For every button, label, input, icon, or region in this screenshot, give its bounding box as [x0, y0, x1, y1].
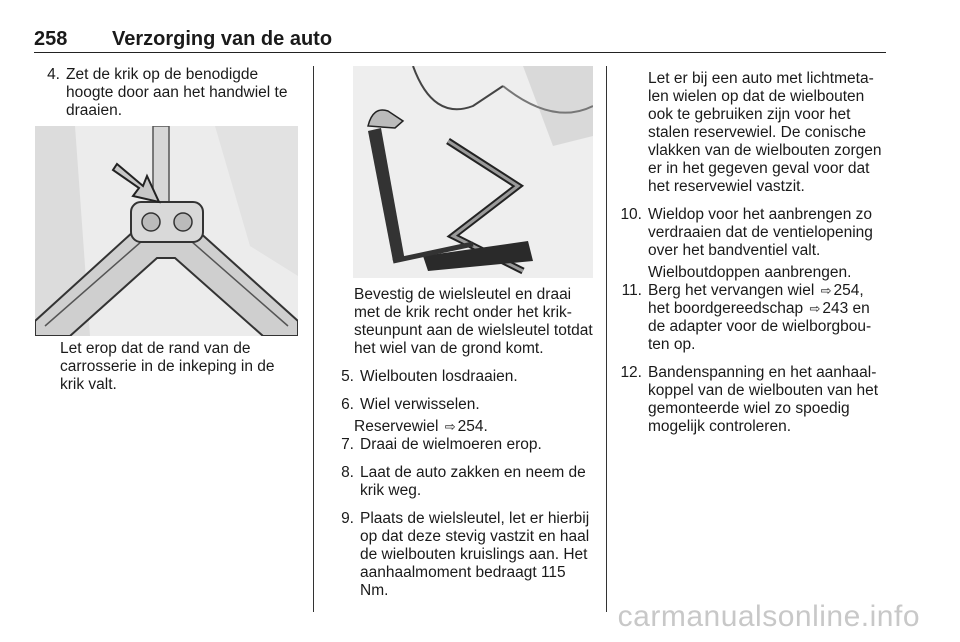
step-number: 7.: [341, 436, 354, 453]
step-text: Wielbouten losdraaien.: [360, 368, 518, 385]
column-2: [341, 286, 594, 610]
step-11-part-c: de adapter voor de wielborgbouten op.: [648, 318, 872, 353]
step-number: 5.: [341, 368, 354, 385]
step-text: Bandenspanning en het aanhaalkoppel van de wielbouten van het gemonteerde wiel zo spoedig mogelijk controleren.: [648, 364, 879, 435]
step-number: 4.: [47, 66, 60, 83]
step-10-sub: Wielboutdoppen aanbrengen.: [648, 264, 852, 281]
step-11-part-a: Berg het vervangen wiel: [648, 282, 815, 299]
step-text: Zet de krik op de benodigde hoogte door aan het handwiel te draaien.: [66, 66, 288, 119]
step-text: Laat de auto zakken en neem de krik weg.: [360, 464, 586, 499]
step-number: 8.: [341, 464, 354, 481]
step-number: 6.: [341, 396, 354, 413]
step-8: [332, 464, 594, 500]
step-text: Wiel verwisselen.: [360, 396, 480, 413]
caption-text: Let erop dat de rand van de carrosserie in de inkeping in de krik valt.: [60, 340, 275, 393]
page-ref-arrow-icon: ⇨: [820, 283, 832, 298]
step-12: [620, 364, 886, 436]
page-ref: 254.: [457, 418, 488, 435]
step-6: [332, 396, 594, 414]
page-ref-1: 254,: [833, 282, 864, 299]
step-10: [620, 206, 886, 260]
caption-1: [60, 340, 300, 394]
step-text: Draai de wielmoeren erop.: [360, 436, 542, 453]
watermark: carmanualsonline.info: [617, 600, 920, 633]
jack-saddle-illustration: [35, 126, 298, 336]
step-number: 9.: [341, 510, 354, 527]
step-5: [332, 368, 594, 386]
chapter-title: Verzorging van de auto: [112, 28, 333, 50]
step-number: 12.: [620, 364, 642, 381]
step-number: 10.: [620, 206, 642, 223]
step-text: Plaats de wielsleutel, let er hierbij op dat deze stevig vastzit en haal de wielbouten kruislings aan. Het aanhaalmoment bedraagt 115 Nm.: [360, 510, 590, 599]
page-ref-arrow-icon: ⇨: [809, 301, 821, 316]
step-text: Wieldop voor het aanbrengen zo verdraaien dat de ventielopening over het bandventiel valt.: [648, 206, 873, 259]
step-6-sub: [354, 418, 594, 436]
column-divider-1: [313, 66, 314, 612]
column-divider-2: [606, 66, 607, 612]
step-7: [332, 436, 594, 454]
page-ref-2: 243 en: [822, 300, 870, 317]
col3-intro: Let er bij een auto met lichtmetalen wielen op dat de wielbouten ook te gebruiken zijn voor het stalen reservewiel. De conische vlakken van de wielbouten zorgen er in het gegeven geval voor dat het reservewiel vastzit.: [648, 70, 882, 195]
step-9: [332, 510, 594, 600]
step-11: [620, 282, 886, 354]
step-11-part-b: het boordgereedschap: [648, 300, 804, 317]
caption-2: Bevestig de wielsleutel en draai met de krik recht onder het kriksteunpunt aan de wielsleutel totdat het wiel van de grond komt.: [354, 286, 593, 357]
page-number: 258: [34, 28, 68, 50]
step-text: [648, 282, 886, 354]
jack-wrench-drawing: [353, 66, 593, 278]
jack-wrench-illustration: [353, 66, 593, 278]
sub-text: Reservewiel: [354, 418, 439, 435]
page-ref-arrow-icon: ⇨: [444, 419, 456, 434]
column-3: [620, 70, 886, 446]
page-header: [34, 28, 886, 53]
column-1: [38, 66, 300, 130]
step-number: 11.: [621, 282, 642, 299]
jack-saddle-drawing: [35, 126, 298, 336]
step-4: [38, 66, 300, 120]
